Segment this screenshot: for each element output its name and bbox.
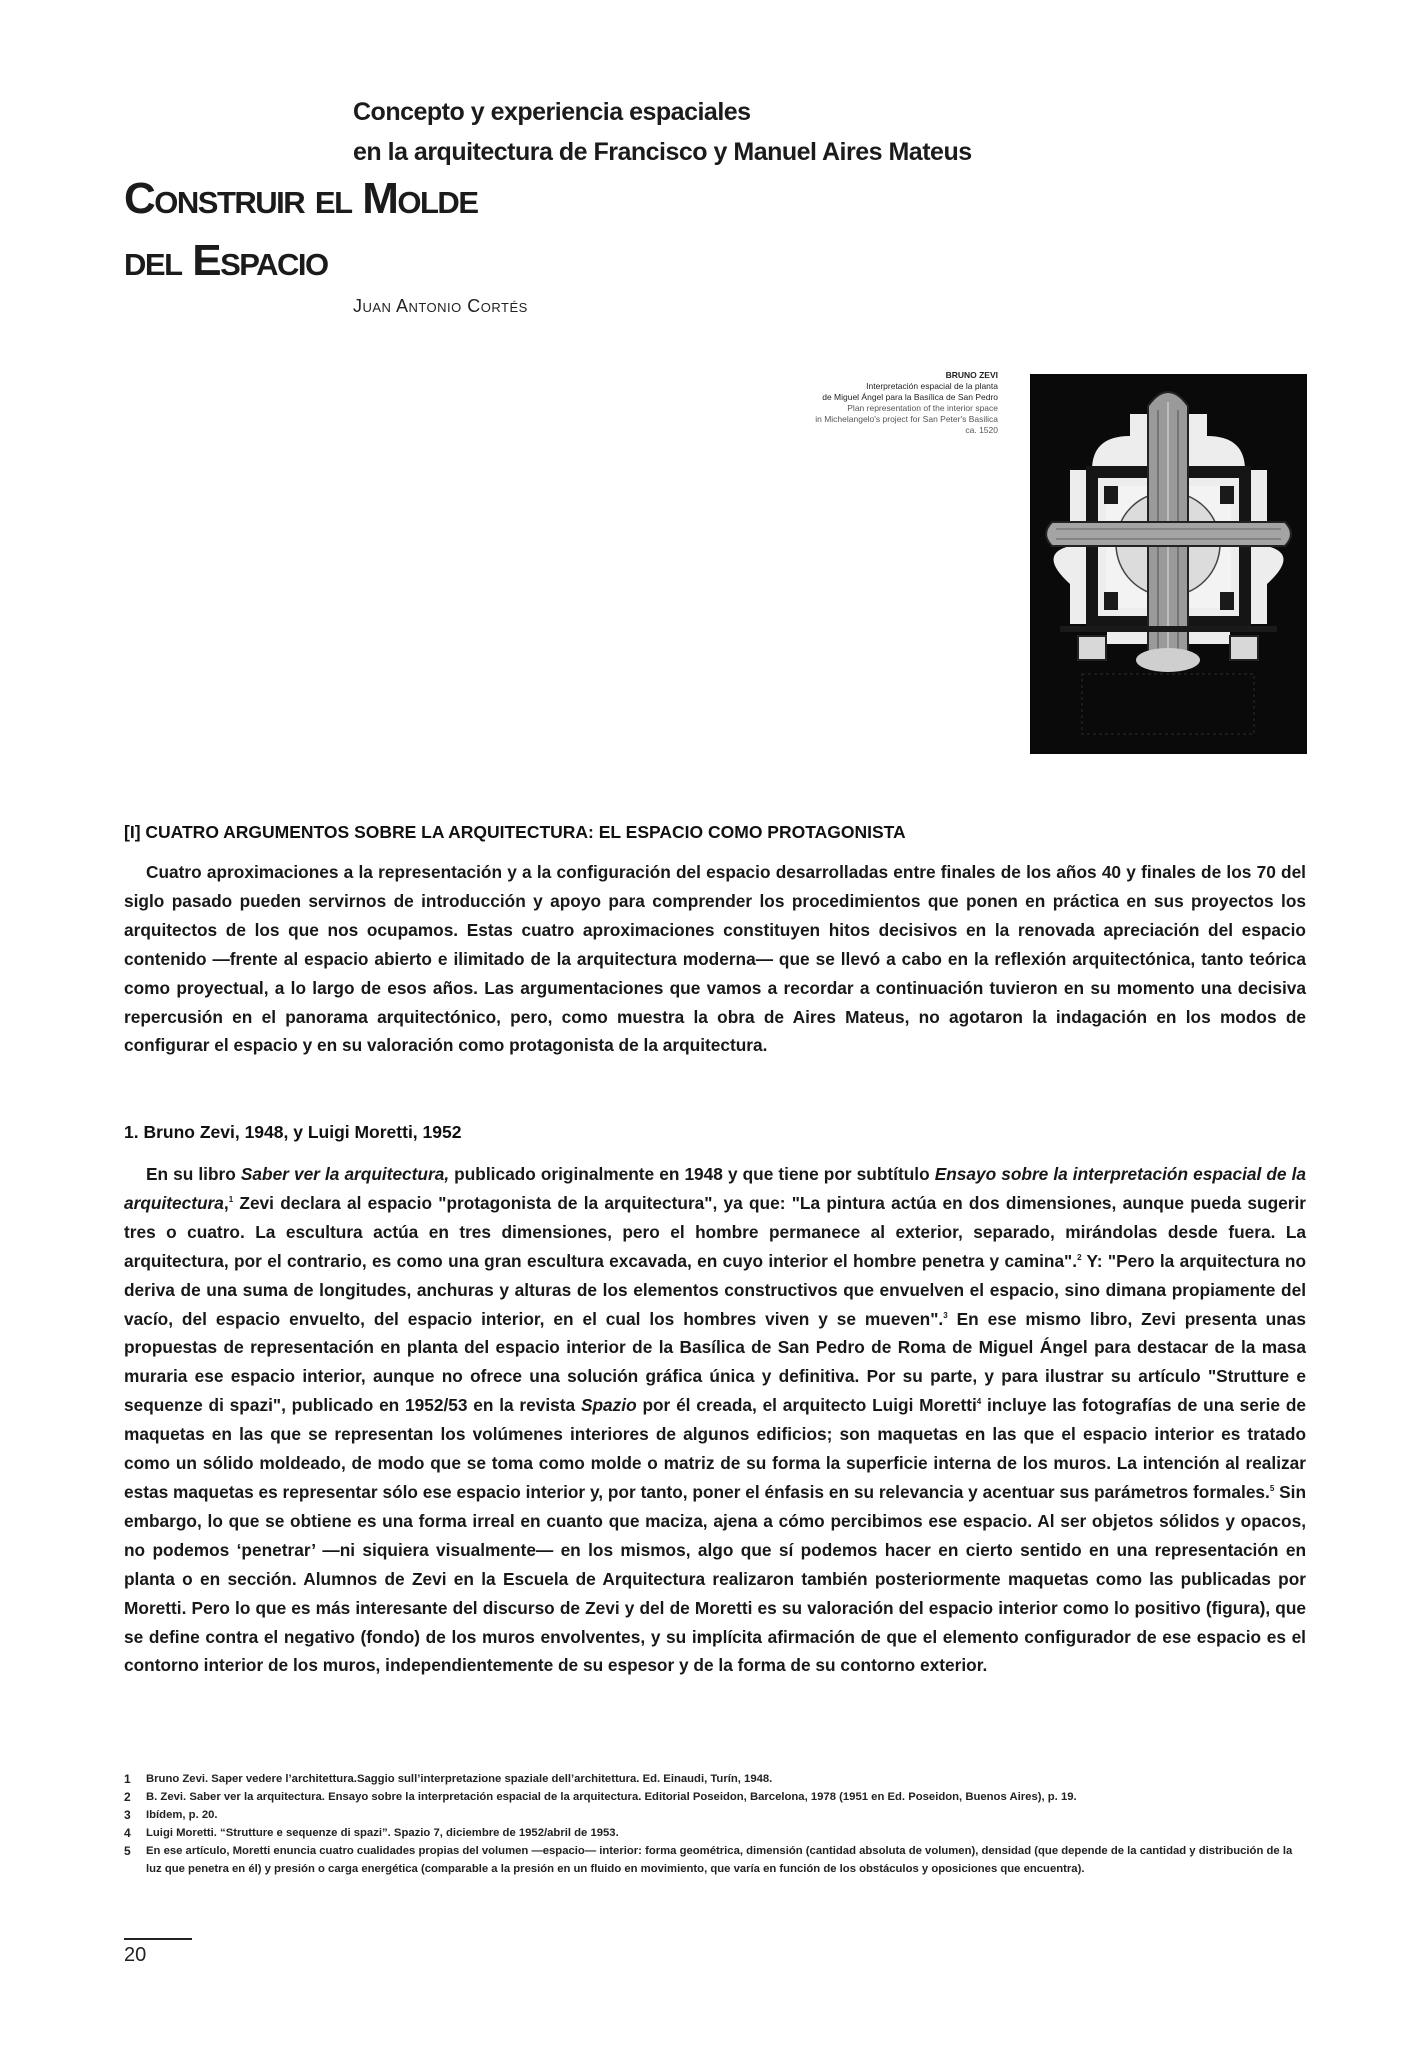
book-title-italic: Saber ver la arquitectura, [240, 1164, 450, 1184]
article-subtitle [353, 92, 972, 172]
footnote-5 [124, 1842, 1308, 1878]
footnote-ref-5[interactable]: 5 [1269, 1484, 1275, 1494]
footnote-number: 5 [124, 1844, 131, 1858]
footnote-text: B. Zevi. Saber ver la arquitectura. Ensayo sobre la interpretación espacial de la arquitectura. Editorial Poseidon, Barcelona, 1978 (1951 en Ed. Poseidon, Buenos Aires), p. 19. [146, 1791, 1077, 1803]
subsection-heading: 1. Bruno Zevi, 1948, y Luigi Moretti, 1952 [124, 1122, 462, 1142]
footnote-text: En ese artículo, Moretti enuncia cuatro cualidades propias del volumen —espacio— interior: forma geométrica, dimensión (cantidad absoluta de volumen), densidad (que depende de la cantidad y distribución de la luz que penetra en él) y presión o carga energética (comparable a la presión en un fluido en movimiento, que varía en función de los obstáculos y oposiciones que encuentra). [146, 1845, 1293, 1875]
figure-caption [698, 370, 998, 436]
footnote-ref-1[interactable]: 1 [228, 1195, 234, 1205]
main-paragraph: En su libro Saber ver la arquitectura, publicado originalmente en 1948 y que tiene por subtítulo Ensayo sobre la interpretación espacial de la arquitectura,$^1$ Zevi declara al espacio "protagonista de la arquitectura", ya que: "La pintura actúa en dos dimensiones, aunque pueda sugerir tres o cuatro. La escultura actúa en tres dimensiones, pero el hombre permanece al exterior, separado, mirándolas desde fuera. La arquitectura, por el contrario, es como una gran escultura excavada, en cuyo interior el hombre penetra y camina".$^2$ Y: "Pero la arquitectura no deriva de una suma de longitudes, anchuras y alturas de los elementos constructivos que envuelven el espacio, sino dimana propiamente del vacío, del espacio envuelto, del espacio interior, en el cual los hombres viven y se mueven".$^3$ En ese mismo libro, Zevi presenta unas propuestas de representación en planta del espacio interior de la Basílica de San Pedro de Roma de Miguel Ángel para destacar de la masa muraria ese espacio interior, aunque no ofrece una solución gráfica única y definitiva. Por su parte, y para ilustrar su artículo "Strutture e sequenze di spazi", publicado en 1952/53 en la revista Spazio por él creada, el arquitecto Luigi Moretti$^4$ incluye las fotografías de una serie de maquetas en las que se representan los volúmenes interiores de algunos edificios; son maquetas en las que el espacio interior es tratado como un sólido moldeado, de modo que se toma como molde o matriz de su forma la superficie interna de los muros. La intención al realizar estas maquetas es representar sólo ese espacio interior y, por tanto, poner el énfasis en su relevancia y acentuar sus parámetros formales.$^5$ Sin embargo, lo que se obtiene es una forma irreal en cuanto que maciza, ajena a cómo percibimos ese espacio. Al ser objetos sólidos y opacos, no podemos ‘penetrar’ —ni siquiera visualmente— en los mismos, algo que sí podemos hacer en cierto sentido en una representación en planta o en sección. Alumnos de Zevi en la Escuela de Arquitectura realizaron también posteriormente maquetas como las publicadas por Moretti. Pero lo que es más interesante del discurso de Zevi y del de Moretti es su valoración del espacio interior como lo positivo (figura), que se define contra el negativo (fondo) de los muros envolventes, y su implícita afirmación de que el elemento configurador de ese espacio es el contorno interior de los muros, independientemente de su espesor y de la forma de su contorno exterior. [124, 1164, 1307, 1676]
caption-name: BRUNO ZEVI [945, 370, 998, 380]
footnote-number: 1 [124, 1772, 131, 1786]
footnote-text: Bruno Zevi. Saper vedere l’architettura.Saggio sull’interpretazione spaziale dell’architettura. Ed. Einaudi, Turín, 1948. [146, 1773, 773, 1785]
footnote-2 [124, 1788, 1308, 1806]
intro-paragraph: Cuatro aproximaciones a la representación y a la configuración del espacio desarrolladas entre finales de los años 40 y finales de los 70 del siglo pasado pueden servirnos de introducción y apoyo para comprender los procedimientos que ponen en práctica en sus proyectos los arquitectos de los que nos ocupamos. Estas cuatro aproximaciones constituyen hitos decisivos en la renovada apreciación del espacio contenido —frente al espacio abierto e ilimitado de la arquitectura moderna— que se llevó a cabo en la reflexión arquitectónica, tanto teórica como proyectual, a lo largo de esos años. Las argumentaciones que vamos a recordar a continuación tuvieron en su momento una decisiva repercusión en el panorama arquitectónico, pero, como muestra la obra de Aires Mateus, no agotaron la indagación en los modos de configurar el espacio y en su valoración como protagonista de la arquitectura. [124, 862, 1306, 1056]
subtitle-line-1: Concepto y experiencia espaciales [353, 98, 751, 126]
footnote-4 [124, 1824, 1308, 1842]
caption-es-line-1: Interpretación espacial de la planta [866, 381, 998, 391]
page-number: 20 [124, 1944, 147, 1966]
footnote-ref-4[interactable]: 4 [976, 1397, 982, 1407]
footnote-text: Ibídem, p. 20. [146, 1809, 218, 1821]
footer-rule [124, 1938, 192, 1940]
footnote-ref-2[interactable]: 2 [1077, 1252, 1082, 1262]
subtitle-line-2: en la arquitectura de Francisco y Manuel Aires Mateus [353, 138, 972, 166]
section-heading: [I] CUATRO ARGUMENTOS SOBRE LA ARQUITECTURA: EL ESPACIO COMO PROTAGONISTA [124, 822, 906, 842]
article-title [124, 168, 478, 292]
caption-en-line-2: in Michelangelo's project for San Peter's Basilica [815, 414, 998, 424]
basilica-plan-drawing [1030, 374, 1307, 754]
footnote-3 [124, 1806, 1308, 1824]
caption-en-line-1: Plan representation of the interior space [847, 403, 998, 413]
basilica-plan-image [1030, 374, 1307, 754]
caption-es-line-2: de Miguel Ángel para la Basílica de San Pedro [822, 392, 998, 402]
footnote-number: 4 [124, 1826, 131, 1840]
intro-paragraph-block [124, 858, 1306, 1060]
main-paragraph-block [124, 1160, 1306, 1680]
footnote-1 [124, 1770, 1308, 1788]
journal-title-italic: Spazio [580, 1395, 637, 1416]
footnotes [124, 1770, 1308, 1878]
footnote-number: 3 [124, 1808, 131, 1822]
title-line-1: Construir el Molde [124, 174, 478, 223]
book-subtitle-italic: Ensayo sobre la interpretación espacial de la arquitectura [124, 1164, 1307, 1213]
caption-date: ca. 1520 [965, 425, 998, 435]
title-line-2: del Espacio [124, 236, 328, 285]
author-name: Juan Antonio Cortés [353, 296, 528, 316]
footnote-ref-3[interactable]: 3 [943, 1310, 948, 1320]
footnote-number: 2 [124, 1790, 131, 1804]
footnote-text: Luigi Moretti. “Strutture e sequenze di spazi”. Spazio 7, diciembre de 1952/abril de 1953. [146, 1827, 619, 1839]
